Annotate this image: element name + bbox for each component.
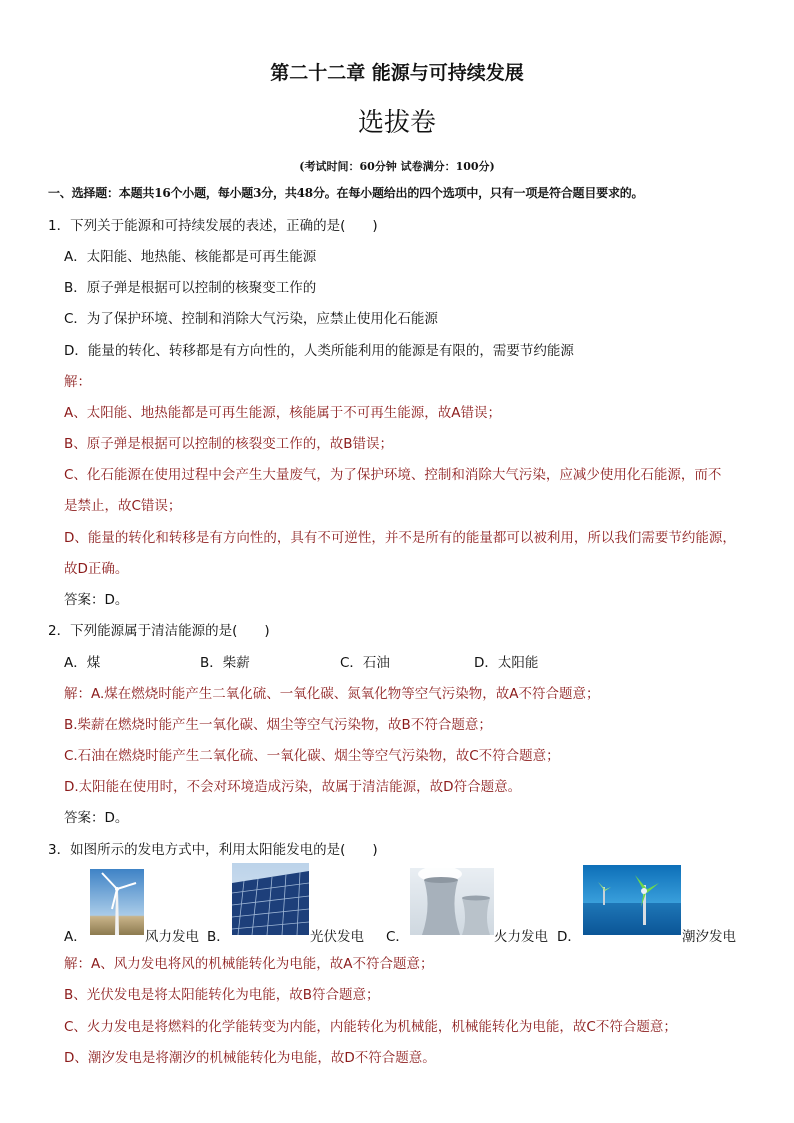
question-3-stem: 3．如图所示的发电方式中，利用太阳能发电的是( ) bbox=[48, 842, 378, 858]
exam-meta: (考试时间：60分钟 试卷满分：100分) bbox=[299, 160, 495, 173]
question-2-answer: 答案：D。 bbox=[64, 810, 129, 826]
question-1-solution-line: C、化石能源在使用过程中会产生大量废气，为了保护环境、控制和消除大气污染，应减少使用化石能源，而不 bbox=[64, 467, 722, 483]
question-1-stem: 1．下列关于能源和可持续发展的表述，正确的是( ) bbox=[48, 218, 378, 234]
question-3-solution-line: 解：A、风力发电将风的机械能转化为电能，故A不符合题意； bbox=[64, 956, 434, 972]
cooling-tower-image bbox=[410, 868, 494, 935]
question-3-option-b-label: 光伏发电 bbox=[310, 929, 364, 945]
question-1-solution-head: 解： bbox=[64, 374, 91, 390]
question-3-solution-line: C、火力发电是将燃料的化学能转变为内能，内能转化为机械能，机械能转化为电能，故C不符合题意； bbox=[64, 1019, 677, 1035]
question-1-solution-line: 故D正确。 bbox=[64, 561, 129, 577]
question-1-solution-line: D、能量的转化和转移是有方向性的，具有不可逆性，并不是所有的能量都可以被利用，所以我们需要节约能源， bbox=[64, 530, 736, 546]
question-1-answer: 答案：D。 bbox=[64, 592, 129, 608]
question-1-option-a: A．太阳能、地热能、核能都是可再生能源 bbox=[64, 249, 317, 265]
solar-panel-image bbox=[232, 863, 309, 935]
question-3-option-a-label: 风力发电 bbox=[145, 929, 199, 945]
solar-panel-icon bbox=[232, 863, 309, 935]
question-3-solution-line: D、潮汐发电是将潮汐的机械能转化为电能，故D不符合题意。 bbox=[64, 1050, 436, 1066]
question-3-solution-line: B、光伏发电是将太阳能转化为电能，故B符合题意； bbox=[64, 987, 380, 1003]
section-heading: 一、选择题：本题共16个小题，每小题3分，共48分。在每小题给出的四个选项中，只有一项是符合题目要求的。 bbox=[48, 186, 644, 200]
question-2-solution-line: D.太阳能在使用时，不会对环境造成污染，故属于清洁能源，故D符合题意。 bbox=[64, 779, 522, 795]
cooling-tower-icon bbox=[410, 868, 494, 935]
question-2-solution-line: B.柴薪在燃烧时能产生一氧化碳、烟尘等空气污染物，故B不符合题意； bbox=[64, 717, 492, 733]
question-2-solution-line: 解：A.煤在燃烧时能产生二氧化硫、一氧化碳、氮氧化物等空气污染物，故A不符合题意； bbox=[64, 686, 600, 702]
question-1-option-d: D．能量的转化、转移都是有方向性的，人类所能利用的能源是有限的，需要节约能源 bbox=[64, 343, 574, 359]
question-3-option-a-letter: A． bbox=[64, 929, 87, 945]
paper-subtitle: 选拔卷 bbox=[357, 108, 436, 138]
question-2-solution-line: C.石油在燃烧时能产生二氧化硫、一氧化碳、烟尘等空气污染物，故C不符合题意； bbox=[64, 748, 560, 764]
question-2-option-d: D．太阳能 bbox=[474, 655, 539, 671]
question-3-option-d-letter: D． bbox=[557, 929, 581, 945]
question-2-option-a: A．煤 bbox=[64, 655, 101, 671]
question-1-solution-line: A、太阳能、地热能都是可再生能源，核能属于不可再生能源，故A错误； bbox=[64, 405, 501, 421]
question-1-option-c: C．为了保护环境、控制和消除大气污染，应禁止使用化石能源 bbox=[64, 311, 438, 327]
tidal-turbine-icon bbox=[583, 865, 681, 935]
question-3-option-c-label: 火力发电 bbox=[494, 929, 548, 945]
question-1-option-b: B．原子弹是根据可以控制的核聚变工作的 bbox=[64, 280, 317, 296]
question-2-stem: 2．下列能源属于清洁能源的是( ) bbox=[48, 623, 270, 639]
question-3-option-d-label: 潮汐发电 bbox=[682, 929, 736, 945]
tidal-turbine-image bbox=[583, 865, 681, 935]
wind-turbine-icon bbox=[90, 869, 144, 935]
question-1-solution-line: 是禁止，故C错误； bbox=[64, 498, 182, 514]
chapter-title: 第二十二章 能源与可持续发展 bbox=[270, 62, 524, 84]
question-1-solution-line: B、原子弹是根据可以控制的核裂变工作的，故B错误； bbox=[64, 436, 394, 452]
question-2-option-b: B．柴薪 bbox=[200, 655, 250, 671]
question-2-option-c: C．石油 bbox=[340, 655, 390, 671]
wind-turbine-image bbox=[90, 869, 144, 935]
question-3-option-b-letter: B． bbox=[207, 929, 230, 945]
question-3-option-c-letter: C． bbox=[386, 929, 409, 945]
